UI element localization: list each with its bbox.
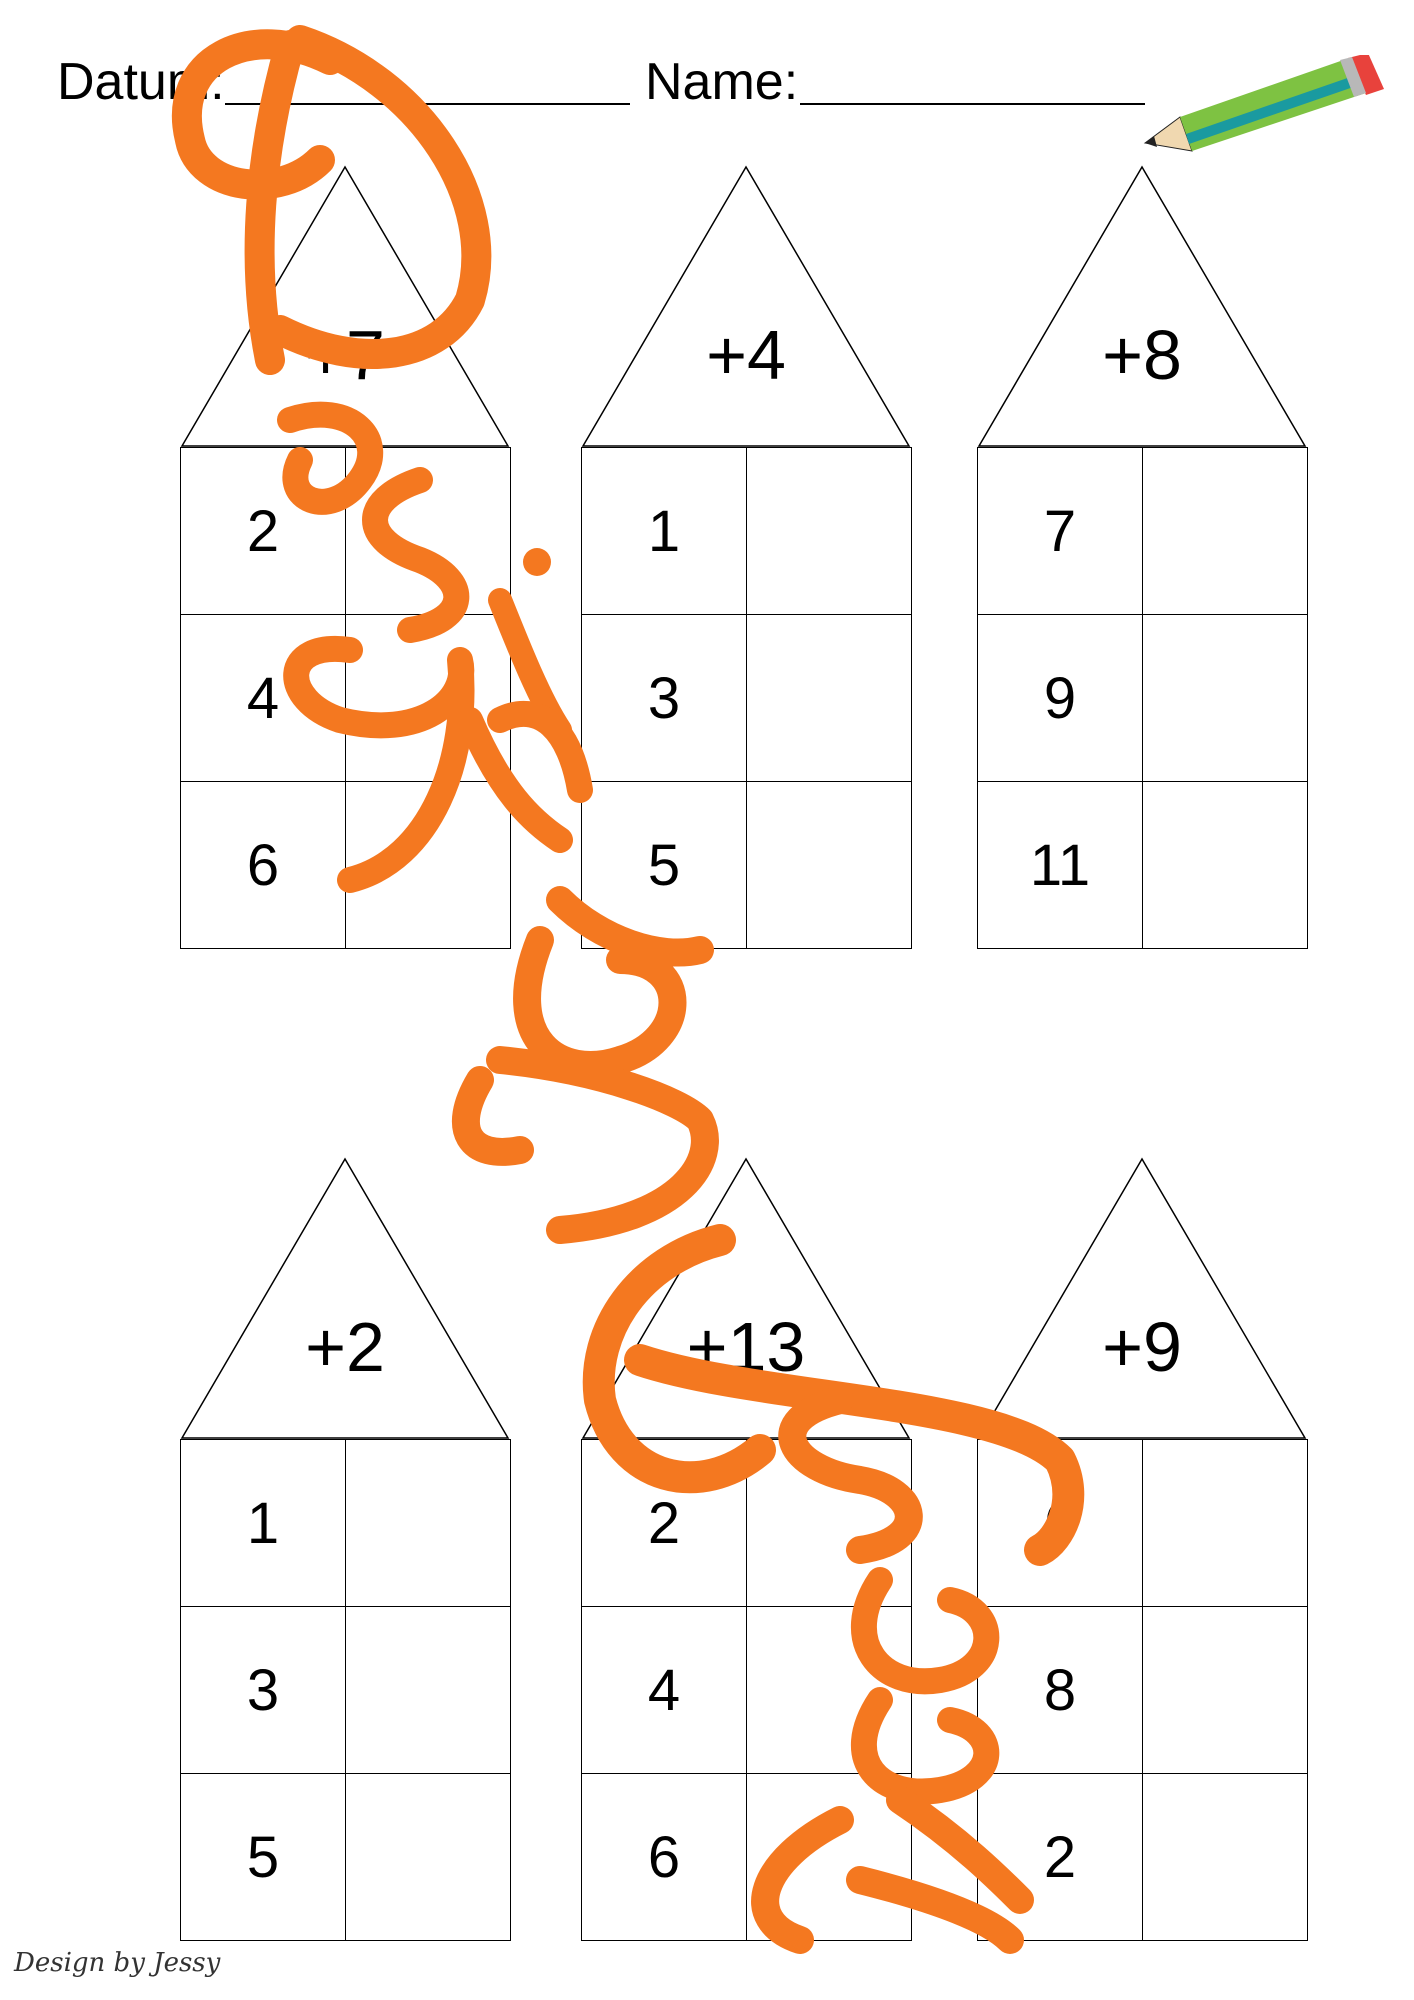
- house-3: [977, 165, 1307, 947]
- roof-number: +8: [1102, 316, 1182, 394]
- answer-box[interactable]: [747, 1774, 912, 1941]
- roof-number: +2: [305, 1308, 385, 1386]
- answer-box[interactable]: [346, 1774, 511, 1941]
- answer-box[interactable]: [747, 1607, 912, 1774]
- grid-row: [181, 782, 511, 949]
- grid-row: [978, 782, 1308, 949]
- given-number: 3: [582, 615, 747, 782]
- grid-row: [181, 1774, 511, 1941]
- roof-number: +9: [1102, 1308, 1182, 1386]
- date-field[interactable]: [225, 103, 630, 105]
- name-field[interactable]: [800, 103, 1145, 105]
- house-roof: [977, 1157, 1307, 1439]
- roof-number: +13: [686, 1308, 806, 1386]
- house-4: [180, 1157, 510, 1939]
- answer-box[interactable]: [747, 782, 912, 949]
- given-number: 6: [978, 1440, 1143, 1607]
- grid-row: [181, 1440, 511, 1607]
- given-number: 4: [582, 1607, 747, 1774]
- house-2: [581, 165, 911, 947]
- grid-row: [582, 782, 912, 949]
- answer-box[interactable]: [747, 448, 912, 615]
- pencil-icon: [1140, 55, 1385, 165]
- grid-row: [181, 615, 511, 782]
- house-roof: [180, 1157, 510, 1439]
- name-label: Name:: [645, 53, 799, 111]
- house-grid: [977, 447, 1308, 949]
- date-label: Datum:: [57, 53, 225, 111]
- grid-row: [582, 1607, 912, 1774]
- given-number: 7: [978, 448, 1143, 615]
- given-number: 4: [181, 615, 346, 782]
- given-number: 2: [978, 1774, 1143, 1941]
- answer-box[interactable]: [346, 448, 511, 615]
- grid-row: [978, 615, 1308, 782]
- answer-box[interactable]: [747, 1440, 912, 1607]
- answer-box[interactable]: [1143, 448, 1308, 615]
- given-number: 5: [181, 1774, 346, 1941]
- answer-box[interactable]: [1143, 1440, 1308, 1607]
- house-roof: [581, 165, 911, 447]
- footer-signature: Design by Jessy: [14, 1948, 221, 1978]
- answer-box[interactable]: [1143, 1607, 1308, 1774]
- answer-box[interactable]: [346, 615, 511, 782]
- grid-row: [582, 1774, 912, 1941]
- house-grid: [180, 1439, 511, 1941]
- given-number: 2: [181, 448, 346, 615]
- answer-box[interactable]: [747, 615, 912, 782]
- grid-row: [582, 615, 912, 782]
- house-6: [977, 1157, 1307, 1939]
- grid-row: [582, 448, 912, 615]
- given-number: 6: [181, 782, 346, 949]
- house-grid: [581, 1439, 912, 1941]
- given-number: 8: [978, 1607, 1143, 1774]
- house-grid: [180, 447, 511, 949]
- given-number: 5: [582, 782, 747, 949]
- answer-box[interactable]: [346, 1440, 511, 1607]
- grid-row: [978, 1774, 1308, 1941]
- answer-box[interactable]: [346, 1607, 511, 1774]
- given-number: 6: [582, 1774, 747, 1941]
- grid-row: [181, 1607, 511, 1774]
- grid-row: [978, 1440, 1308, 1607]
- given-number: 1: [181, 1440, 346, 1607]
- given-number: 11: [978, 782, 1143, 949]
- grid-row: [582, 1440, 912, 1607]
- house-roof: [581, 1157, 911, 1439]
- given-number: 1: [582, 448, 747, 615]
- house-1: [180, 165, 510, 947]
- house-roof: [180, 165, 510, 447]
- house-roof: [977, 165, 1307, 447]
- roof-number: +4: [706, 316, 786, 394]
- house-5: [581, 1157, 911, 1939]
- given-number: 9: [978, 615, 1143, 782]
- house-grid: [581, 447, 912, 949]
- house-grid: [977, 1439, 1308, 1941]
- worksheet-header: [0, 0, 1414, 160]
- given-number: 2: [582, 1440, 747, 1607]
- grid-row: [978, 1607, 1308, 1774]
- roof-number: +7: [305, 316, 385, 394]
- answer-box[interactable]: [346, 782, 511, 949]
- grid-row: [978, 448, 1308, 615]
- answer-box[interactable]: [1143, 782, 1308, 949]
- given-number: 3: [181, 1607, 346, 1774]
- answer-box[interactable]: [1143, 1774, 1308, 1941]
- grid-row: [181, 448, 511, 615]
- answer-box[interactable]: [1143, 615, 1308, 782]
